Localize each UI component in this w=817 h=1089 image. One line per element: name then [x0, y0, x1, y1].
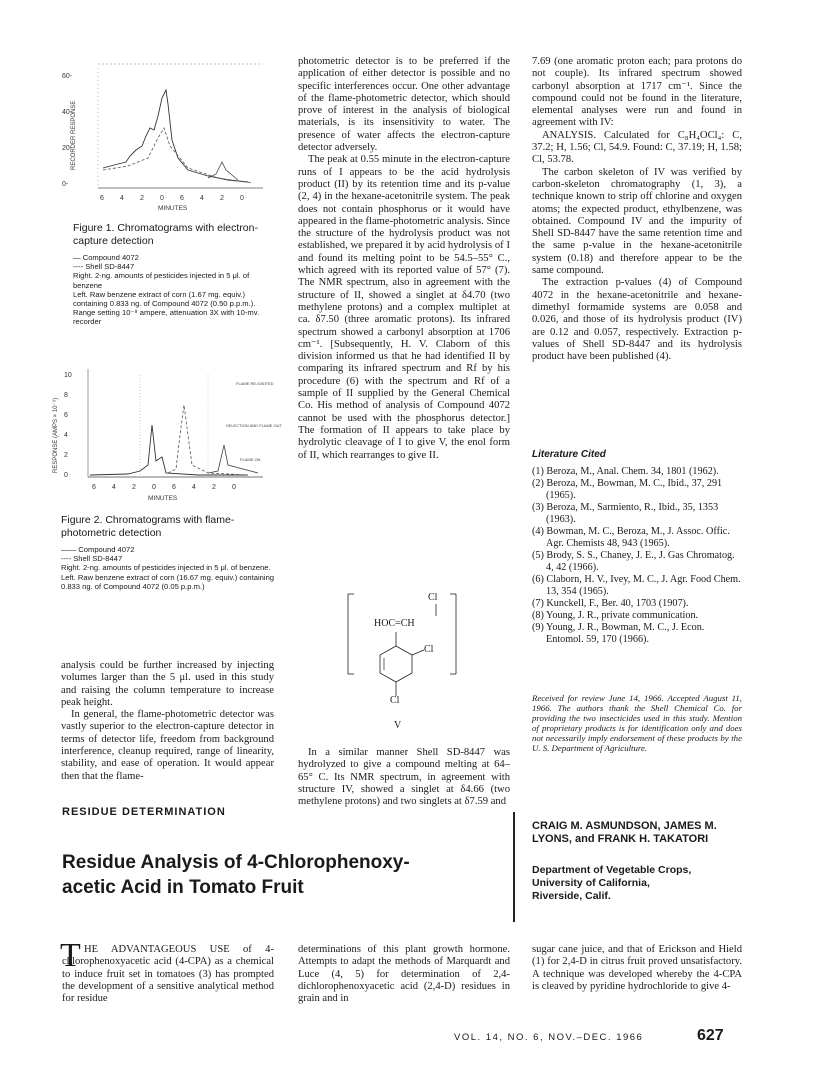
- received-note: Received for review June 14, 1966. Accepted August 11, 1966. The authors thank the Shell Chemical Co. for providing the two insecticides used in this study. Mention of proprietary products is for identification only and does not necessarily imply endorsement of these products by the U. S. Department of Agriculture.: [532, 693, 742, 753]
- fig2-y-axis-label: RESPONSE (AMPS × 10⁻⁹): [53, 397, 59, 473]
- figure-1-caption: Figure 1. Chromatograms with electron-capture detection: [73, 222, 258, 247]
- fig2-ytick: 2: [64, 452, 68, 459]
- article-title-line: Residue Analysis of 4-Chlorophenoxy-: [62, 852, 410, 873]
- fig1-legend-line: Left. Raw benzene extract of corn (1.67 mg. equiv.) containing 0.833 ng. of Compound 4072 (0.50 p.p.m.).: [73, 289, 256, 309]
- article-column-2: determinations of this plant growth hormone. Attempts to adapt the methods of Marquardt and Luce (4, 5) for determination of 2,4-dichlorophenoxyacetic acid (2,4-D) residues in grain and in: [298, 944, 510, 1005]
- section-label: RESIDUE DETERMINATION: [62, 806, 226, 818]
- structure-cl-top: Cl: [428, 592, 438, 603]
- paragraph: In a similar manner Shell SD-8447 was hydrolyzed to give a compound melting at 64–65° C. Its NMR spectrum, in agreement with structure IV, showed a singlet at δ4.66 (two methylene protons) and two singlets at δ7.59 and: [298, 747, 510, 808]
- figure-1-chromatogram: [58, 58, 278, 218]
- fig1-legend-line: — Compound 4072: [73, 253, 139, 262]
- article-column-3: sugar cane juice, and that of Erickson and Hield (1) for 2,4-D in citrus fruit proved unsatisfactory. A technique was developed whereby the 4-CPA is cleaved by pyridine hydrochloride to give 4-: [532, 944, 742, 992]
- fig2-xtick: 6: [172, 484, 176, 491]
- fig1-xtick: 0: [160, 195, 164, 202]
- fig1-xtick: 6: [180, 195, 184, 202]
- fig1-xtick: 4: [120, 195, 124, 202]
- figure-1-legend: [73, 253, 278, 327]
- fig1-legend-line: ---- Shell SD-8447: [73, 262, 135, 272]
- fig1-xtick: 2: [220, 195, 224, 202]
- figure-1: [58, 58, 278, 218]
- fig2-xtick: 4: [192, 484, 196, 491]
- affiliation: [532, 864, 691, 903]
- fig2-legend-line: Right. 2-ng. amounts of pesticides injected in 5 μl. of benzene.: [61, 563, 271, 573]
- fig1-ytick: 40-: [62, 109, 73, 116]
- divider-rule: [513, 812, 515, 922]
- fig2-ytick: 10: [64, 372, 72, 379]
- fig1-xtick: 0: [240, 195, 244, 202]
- references-list: [532, 466, 742, 646]
- structure-hoc: HOC=CH: [374, 618, 415, 629]
- fig1-x-label: MINUTES: [158, 205, 188, 212]
- reference-item: (2) Beroza, M., Bowman, M. C., Ibid., 37, 291 (1965).: [532, 478, 723, 501]
- figure-2-legend: [61, 545, 275, 591]
- authors-line: CRAIG M. ASMUNDSON, JAMES M.: [532, 820, 717, 832]
- fig2-legend-line: ---- Shell SD-8447: [61, 554, 123, 564]
- paragraph: ANALYSIS. Calculated for C₈H₄OCl₄: C, 37.2; H, 1.56; Cl, 54.9. Found: C, 37.19; H, 1.58; Cl, 53.78.: [532, 129, 742, 166]
- column-2-text: [298, 56, 510, 462]
- reference-item: (7) Kunckell, F., Ber. 40, 1703 (1907).: [532, 598, 689, 609]
- reference-item: (8) Young, J. R., private communication.: [532, 610, 699, 621]
- chemical-structure-v: [338, 588, 468, 738]
- authors-line: LYONS, and FRANK H. TAKATORI: [532, 833, 709, 845]
- fig2-ytick: 8: [64, 392, 68, 399]
- fig2-xtick: 0: [152, 484, 156, 491]
- fig1-ytick: 20-: [62, 145, 73, 152]
- column-2-bottom-text: [298, 747, 510, 808]
- fig1-ytick: 60-: [62, 73, 73, 80]
- page-number: 627: [697, 1027, 724, 1044]
- paragraph: The peak at 0.55 minute in the electron-capture runs of I appears to be the acid hydrolysis product (II) by its retention time and its p-value (2, 4) in the hexane-acetonitrile system. The peak does not contain phosphorus or it would have appeared in the flame-photometric analysis. Since the structure of the hydrolysis product was not established, we prepared it by acid hydrolysis of I and found its melting point to be 54.5–55° C., which agreed with its reported value of 57° (7). The NMR spectrum, also in agreement with the structure of II, showed a singlet at δ4.70 (two methylene protons) and a complex multiplet at ca. δ7.50 (three aromatic protons). Its infrared spectrum showed a carbonyl absorption at 1706 cm⁻¹. [Subsequently, H. V. Claborn of this division informed us that he had identified II by comparing its infrared spectrum and Rf by his procedure (6) with the spectrum and Rf of a sample of II supplied by the General Chemical Co. His method of analysis of Compound 4072 cannot be used with the phosphorus detector.] The formation of II appears to take place by hydrolytic cleavage of I to give V, the enol form of II, which rearranges to give II.: [298, 154, 510, 461]
- authors: [532, 820, 717, 846]
- structure-label: V: [394, 720, 402, 731]
- paragraph: 7.69 (one aromatic proton each; para protons do not couple). Its infrared spectrum showed carbonyl absorption at 1717 cm⁻¹. Since the compound could not be found in the literature, elemental analyses were run and found in agreement with IV:: [532, 56, 742, 129]
- reference-item: (1) Beroza, M., Anal. Chem. 34, 1801 (1962).: [532, 466, 719, 477]
- literature-heading: Literature Cited: [532, 449, 606, 460]
- article-title: [62, 850, 410, 900]
- paragraph: photometric detector is to be preferred if the application of either detector is possible and no specific interferences occur. One other advantage of the flame-photometric detector, which should prove of interest in the analysis of biological materials, is its insensitivity to water. The presence of water affects the electron-capture detector adversely.: [298, 56, 510, 154]
- structure-drawing: [338, 588, 468, 738]
- fig2-xtick: 6: [92, 484, 96, 491]
- fig1-ytick: 0-: [62, 181, 69, 188]
- affiliation-line: Riverside, Calif.: [532, 890, 611, 902]
- paragraph: The carbon skeleton of IV was verified by carbon-skeleton chromatography (1, 3), a technique known to strip off chlorine and oxygen atoms; the expected product, ethylbenzene, was obtained. Compound IV and the impurity of Shell SD-8447 have the same retention time and the same p-value in the hexane-acetonitrile system (0.18) and therefore appear to be the same compound.: [532, 166, 742, 277]
- reference-item: (3) Beroza, M., Sarmiento, R., Ibid., 35, 1353 (1963).: [532, 502, 719, 525]
- drop-cap: T: [60, 937, 81, 974]
- paragraph: analysis could be further increased by injecting volumes larger than the 5 μl. used in this study and raising the column temperature to increase peak height.: [61, 660, 274, 708]
- fig1-legend-line: Right. 2-ng. amounts of pesticides injected in 5 μl. of benzene: [73, 271, 250, 290]
- fig2-annotation: FLAME ON: [240, 457, 261, 462]
- fig2-annotation: FLAME RE-IGNITED: [236, 381, 274, 386]
- paragraph: The extraction p-values (4) of Compound 4072 in the hexane-acetonitrile and hexane-dimethyl formamide systems are 0.058 and 0.026, and those of its hydrolysis product (IV) are 0.12 and 0.057, respectively. Extraction p-values of Shell SD-8447 and its hydrolysis product have been published (4).: [532, 277, 742, 363]
- fig1-xtick: 6: [100, 195, 104, 202]
- article-title-line: acetic Acid in Tomato Fruit: [62, 877, 304, 898]
- fig2-ytick: 4: [64, 432, 68, 439]
- figure-2-caption: Figure 2. Chromatograms with flame-photometric detection: [61, 514, 235, 539]
- reference-item: (9) Young, J. R., Bowman, M. C., J. Econ. Entomol. 59, 170 (1966).: [532, 622, 705, 645]
- fig1-legend-line: Range setting 10⁻⁹ ampere, attenuation 3X with 10-mv. recorder: [73, 308, 260, 327]
- column-3-text: [532, 56, 742, 363]
- affiliation-line: Department of Vegetable Crops,: [532, 864, 692, 876]
- column-1-text: [61, 660, 274, 783]
- fig2-xtick: 2: [132, 484, 136, 491]
- fig2-ytick: 6: [64, 412, 68, 419]
- fig2-xtick: 2: [212, 484, 216, 491]
- fig2-legend-line: Left. Raw benzene extract of corn (16.67 mg. equiv.) containing 0.833 ng. of Compound 4072 (0.05 p.p.m.): [61, 572, 275, 591]
- reference-item: (4) Bowman, M. C., Beroza, M., J. Assoc. Offic. Agr. Chemists 48, 943 (1965).: [532, 526, 730, 549]
- fig2-annotation: SELECTION AND FLAME OUT: [226, 423, 283, 428]
- figure-2-chromatogram: [53, 365, 283, 510]
- fig2-xtick: 0: [232, 484, 236, 491]
- journal-info: VOL. 14, NO. 6, NOV.–DEC. 1966: [454, 1032, 644, 1043]
- fig1-xtick: 4: [200, 195, 204, 202]
- reference-item: (5) Brody, S. S., Chaney, J. E., J. Gas Chromatog. 4, 42 (1966).: [532, 550, 735, 573]
- paragraph: In general, the flame-photometric detector was vastly superior to the electron-capture detector in terms of detector life, freedom from background interference, cleanup required, range of linearity, stability, and ease of operation. It would appear then that the flame-: [61, 709, 274, 782]
- affiliation-line: University of California,: [532, 877, 650, 889]
- article-column-1: HE ADVANTAGEOUS USE of 4-chlorophenoxyacetic acid (4-CPA) as a chemical to induce fruit set in tomatoes (3) has prompted the development of a sensitive analytical method for residue: [62, 944, 274, 1005]
- fig2-legend-line: —— Compound 4072: [61, 545, 135, 554]
- structure-cl-ring: Cl: [424, 644, 434, 655]
- structure-cl-bottom: Cl: [390, 695, 400, 706]
- fig2-ytick: 0: [64, 472, 68, 479]
- fig1-y-axis-label: RECORDER RESPONSE: [71, 100, 77, 170]
- fig2-xtick: 4: [112, 484, 116, 491]
- fig2-x-label: MINUTES: [148, 495, 178, 502]
- reference-item: (6) Claborn, H. V., Ivey, M. C., J. Agr. Food Chem. 13, 354 (1965).: [532, 574, 741, 597]
- fig1-xtick: 2: [140, 195, 144, 202]
- figure-2: [53, 365, 283, 510]
